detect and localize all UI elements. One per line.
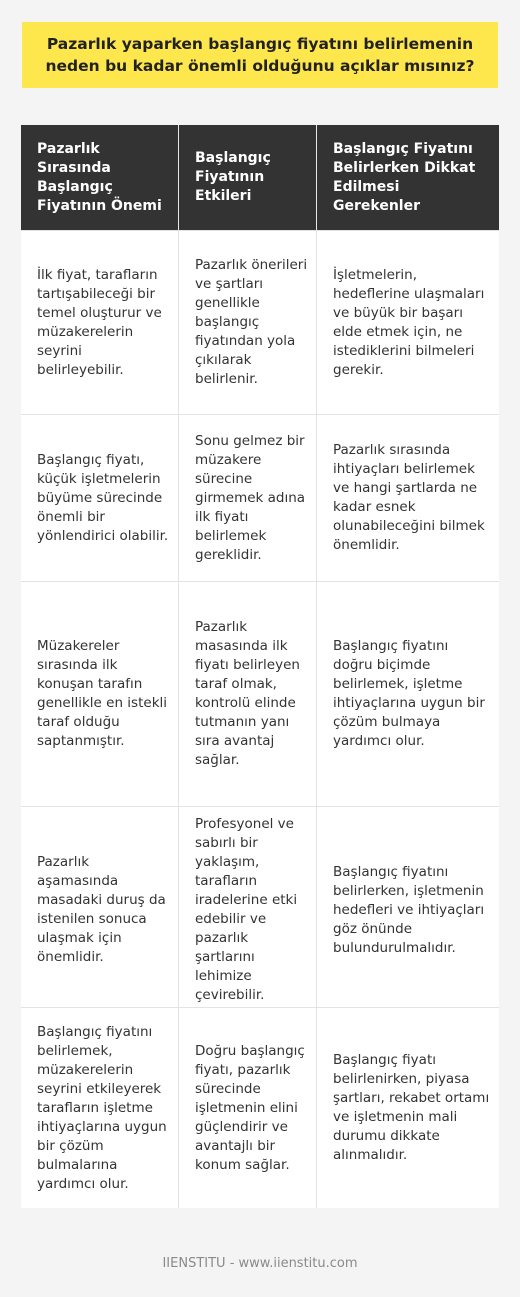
table-cell: Müzakereler sırasında ilk konuşan tarafın genellikle en istekli taraf olduğu saptanmıştır. <box>21 582 179 806</box>
table-cell: İşletmelerin, hedeflerine ulaşmaları ve büyük bir başarı elde etmek için, ne istediklerini bilmeleri gerekir. <box>333 266 485 378</box>
footer-credit: IIENSTITU - www.iienstitu.com <box>162 1256 358 1271</box>
column-header-effects: Başlangıç Fiyatının Etkileri <box>179 125 317 230</box>
table-cell: Pazarlık önerileri ve şartları genellikle başlangıç fiyatından yola çıkılarak belirlenir. <box>179 231 317 414</box>
table-cell: Sonu gelmez bir müzakere sürecine girmemek adına ilk fiyatı belirlemek gereklidir. <box>179 415 317 581</box>
table-row <box>21 1007 499 1208</box>
table-cell: Doğru başlangıç fiyatı, pazarlık sürecinde işletmenin elini güçlendirir ve avantajlı bir konum sağlar. <box>179 1008 317 1208</box>
table-cell: Profesyonel ve sabırlı bir yaklaşım, tarafların iradelerine etki edebilir ve pazarlık şartlarını lehimize çevirebilir. <box>179 807 317 1013</box>
question-banner: Pazarlık yaparken başlangıç fiyatını belirlemenin neden bu kadar önemli olduğunu açıklar mısınız? <box>22 22 498 88</box>
table-row <box>21 414 499 581</box>
table-cell: İlk fiyat, tarafların tartışabileceği bir temel oluşturur ve müzakerelerin seyrini belirleyebilir. <box>21 231 179 414</box>
table-cell: Başlangıç fiyatını belirlemek, müzakerelerin seyrini etkileyerek tarafların işletme ihtiyaçlarına uygun bir çözüm bulmalarına yardımcı olur. <box>21 1008 179 1208</box>
column-header-considerations: Başlangıç Fiyatını Belirlerken Dikkat Edilmesi Gerekenler <box>333 140 476 214</box>
table-row <box>21 581 499 806</box>
comparison-table <box>21 125 499 1208</box>
table-cell: Başlangıç fiyatı belirlenirken, piyasa şartları, rekabet ortamı ve işletmenin mali durumu dikkate alınmalıdır. <box>333 1052 490 1163</box>
table-cell: Başlangıç fiyatı, küçük işletmelerin büyüme sürecinde önemli bir yönlendirici olabilir. <box>21 415 179 581</box>
table-cell: Pazarlık sırasında ihtiyaçları belirlemek ve hangi şartlarda ne kadar esnek olunabileceğini bilmek önemlidir. <box>333 442 485 553</box>
column-header-importance: Pazarlık Sırasında Başlangıç Fiyatının Önemi <box>21 125 179 230</box>
table-row <box>21 230 499 414</box>
table-cell: Başlangıç fiyatını doğru biçimde belirlemek, işletme ihtiyaçlarına uygun bir çözüm bulmaya yardımcı olur. <box>333 638 485 749</box>
table-cell: Pazarlık masasında ilk fiyatı belirleyen taraf olmak, kontrolü elinde tutmanın yanı sıra avantaj sağlar. <box>179 582 317 806</box>
table-cell: Başlangıç fiyatını belirlerken, işletmenin hedefleri ve ihtiyaçları göz önünde bulundurulmalıdır. <box>333 863 485 956</box>
table-cell: Pazarlık aşamasında masadaki duruş da istenilen sonuca ulaşmak için önemlidir. <box>21 807 179 1013</box>
table-header-row <box>21 125 499 230</box>
table-row <box>21 806 499 1007</box>
